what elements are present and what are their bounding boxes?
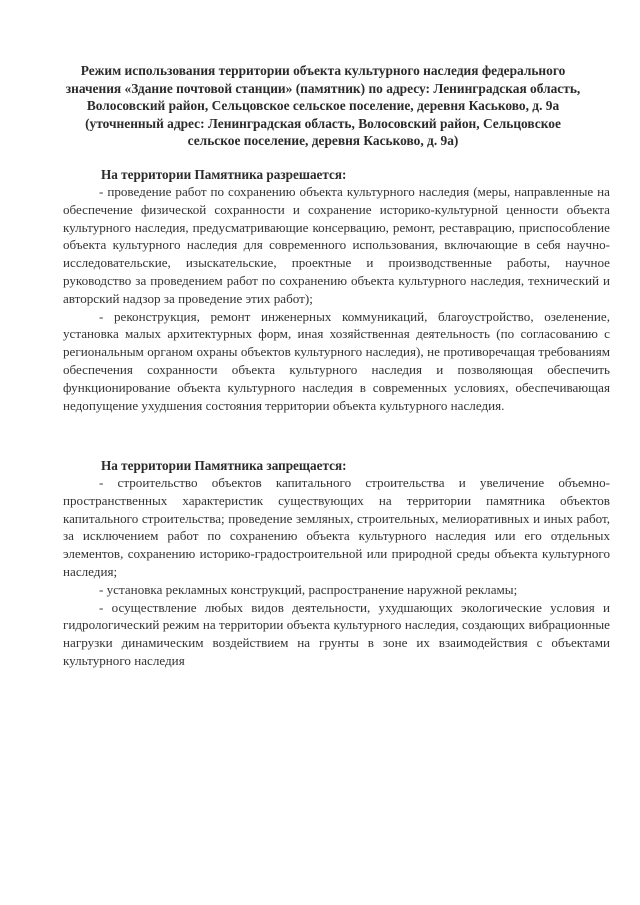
section-heading-prohibited: На территории Памятника запрещается: xyxy=(101,458,347,473)
prohibited-item-construction: - строительство объектов капитального строительства и увеличение объемно-пространственных характеристик существующих на территории памятника объектов капитального строительства; проведение земляных, строительных, мелиоративных и иных работ, за исключением работ по сохранению объекта культурного наследия или его отдельных элементов, сохранению историко-градостроительной или природной среды объекта культурного наследия; xyxy=(63,475,610,579)
prohibited-item-ecology: - осуществление любых видов деятельности, ухудшающих экологические условия и гидрологический режим на территории объекта культурного наследия, создающих вибрационные нагрузки динамическим воздействием на грунты в зоне их взаимодействия с объектами культурного наследия xyxy=(63,599,610,668)
prohibited-item-advertising: - установка рекламных конструкций, распространение наружной рекламы; xyxy=(99,581,518,597)
section-prohibited xyxy=(63,457,610,670)
section-heading-permitted: На территории Памятника разрешается: xyxy=(101,167,347,182)
document-title: Режим использования территории объекта культурного наследия федерального значения «Здание почтовой станции» (памятник) по адресу: Ленинградская область, Волосовский район, Сельцовское сельское поселение, деревня Каськово, д. 9а (уточненный адрес: Ленинградская область, Волосовский район, Сельцовское сельское поселение, деревня Каськово, д. 9а) xyxy=(65,63,581,149)
permitted-item-conservation: - проведение работ по сохранению объекта культурного наследия (меры, направленные на обеспечение физической сохранности и сохранение историко-культурной ценности объекта культурного наследия, предусматривающие консервацию, ремонт, реставрацию, приспособление объекта культурного наследия для современного использования, включающие в себя научно-исследовательские, изыскательские, проектные и производственные работы, научное руководство за проведением работ по сохранению объекта культурного наследия, технический и авторский надзор за проведение этих работ); xyxy=(63,184,610,306)
section-permitted xyxy=(63,166,610,414)
permitted-item-reconstruction: - реконструкция, ремонт инженерных коммуникаций, благоустройство, озеленение, установка малых архитектурных форм, иная хозяйственная деятельность (по согласованию с региональным органом охраны объектов культурного наследия), не противоречащая требованиям обеспечения сохранности объекта культурного наследия и позволяющая обеспечить функционирование объекта культурного наследия в современных условиях, обеспечивающая недопущение ухудшения состояния территории объекта культурного наследия. xyxy=(63,308,610,413)
